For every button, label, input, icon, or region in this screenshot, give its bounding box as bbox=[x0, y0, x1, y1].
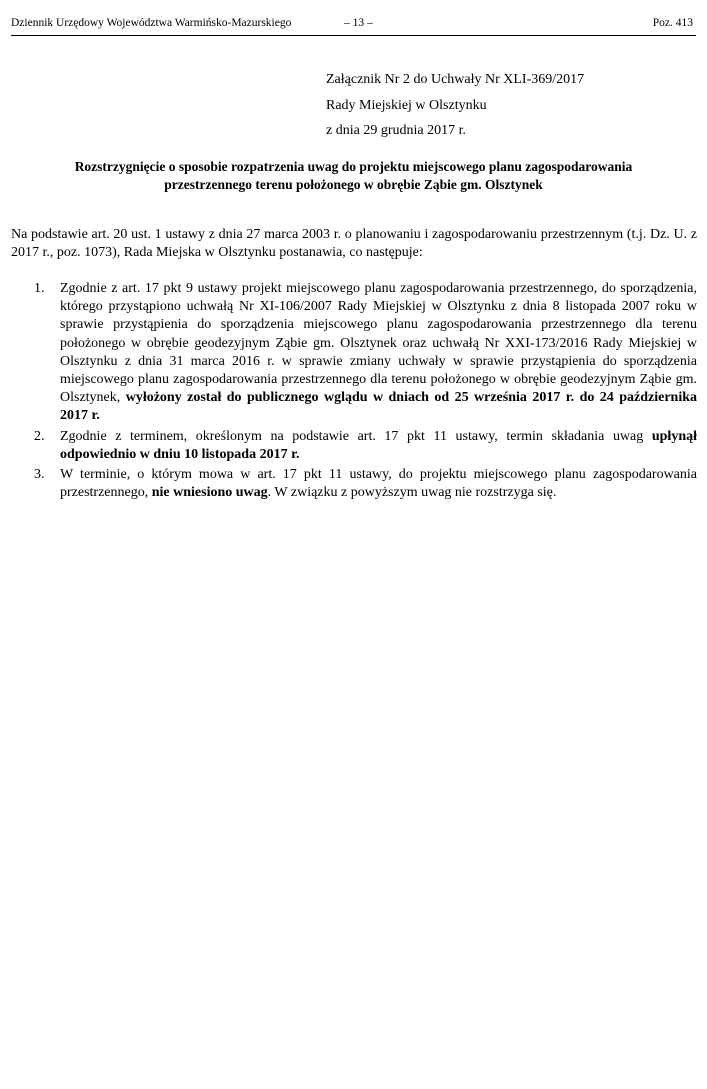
title-line-2: przestrzennego terenu położonego w obrębie Ząbie gm. Olsztynek bbox=[164, 176, 543, 192]
list-item-text: Zgodnie z terminem, określonym na podstawie art. 17 pkt 11 ustawy, termin składania uwag bbox=[60, 428, 652, 444]
annex-line-1: Załącznik Nr 2 do Uchwały Nr XLI-369/2017 bbox=[326, 72, 585, 87]
document-title bbox=[11, 158, 696, 193]
list-item-text: W terminie, o którym mowa w art. 17 pkt 11 ustawy, do projektu miejscowego planu zagospodarowania przestrzennego, bbox=[60, 467, 697, 501]
page-number: – 13 – bbox=[344, 17, 373, 29]
title-line-1: Rozstrzygnięcie o sposobie rozpatrzenia uwag do projektu miejscowego planu zagospodarowania bbox=[74, 159, 633, 174]
position-number: Poz. 413 bbox=[652, 17, 693, 29]
annex-line-3: z dnia 29 grudnia 2017 r. bbox=[326, 123, 466, 138]
list-item-number: 3. bbox=[34, 467, 45, 483]
list-item-text: Zgodnie z art. 17 pkt 9 ustawy projekt miejscowego planu zagospodarowania przestrzennego, do sporządzenia, którego przystąpiono uchwałą Nr XI-106/2007 Rady Miejskiej w Olsztynku z dnia 8 listopada 2007 roku w sprawie przystąpienia do sporządzenia miejscowego planu zagospodarowania przestrzennego dla terenu położonego w obrębie geodezyjnym Ząbie gm. Olsztynek oraz uchwałą Nr XXI-173/2016 Rady Miejskiej w Olsztynku z dnia 31 marca 2016 r. w sprawie zmiany uchwały w sprawie przystąpienia do sporządzenia miejscowego planu zagospodarowania przestrzennego dla terenu położonego w obrębie geodezyjnym Ząbie gm. Olsztynek, bbox=[60, 281, 697, 406]
resolution-list bbox=[11, 280, 697, 504]
annex-line-2: Rady Miejskiej w Olsztynku bbox=[326, 97, 487, 113]
list-item bbox=[11, 280, 697, 426]
list-item-text-after: . W związku z powyższym uwag nie rozstrzyga się. bbox=[267, 485, 557, 501]
annex-reference bbox=[326, 67, 584, 144]
list-item-number: 1. bbox=[34, 281, 45, 296]
intro-paragraph: Na podstawie art. 20 ust. 1 ustawy z dnia 27 marca 2003 r. o planowaniu i zagospodarowaniu przestrzennym (t.j. Dz. U. z 2017 r., poz. 1073), Rada Miejska w Olsztynku postanawia, co następuje: bbox=[11, 227, 697, 260]
list-item bbox=[11, 428, 697, 464]
list-item-bold-text: wyłożony został do publicznego wglądu w dniach od 25 września 2017 r. do 24 października 2017 r. bbox=[60, 390, 698, 424]
list-item-number: 2. bbox=[34, 428, 45, 444]
journal-name: Dziennik Urzędowy Województwa Warmińsko-Mazurskiego bbox=[11, 17, 292, 29]
list-item-bold-text: nie wniesiono uwag bbox=[151, 485, 268, 501]
list-item bbox=[11, 466, 697, 502]
page-header bbox=[11, 15, 696, 36]
list-item-bold-text: upłynął odpowiednio w dniu 10 listopada 2017 r. bbox=[60, 428, 697, 462]
